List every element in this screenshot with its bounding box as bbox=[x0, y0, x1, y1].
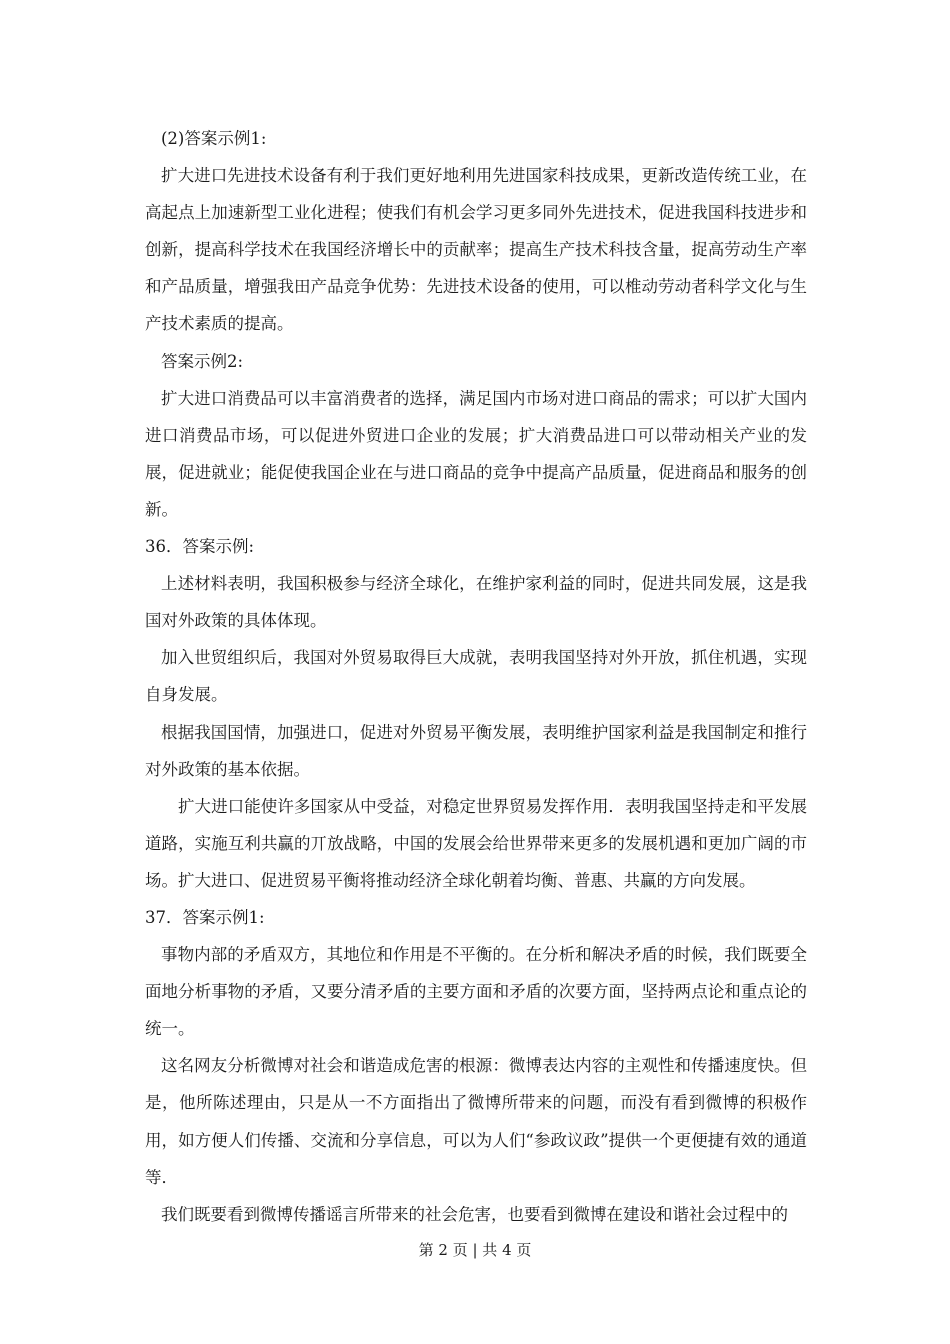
section-37-heading: 37．答案示例1: bbox=[145, 907, 265, 927]
section-36-paragraph: 加入世贸组织后，我国对外贸易取得巨大成就，表明我国坚持对外开放，抓住机遇，实现自身发展。 bbox=[145, 648, 807, 705]
section-37-paragraph: 我们既要看到微博传播谣言所带来的社会危害，也要看到微博在建设和谐社会过程中的 bbox=[161, 1204, 788, 1224]
section-36-paragraph: 上述材料表明，我国积极参与经济全球化，在维护家利益的同时，促进共同发展，这是我国对外政策的具体体现。 bbox=[145, 574, 807, 631]
section-36-paragraph: 扩大进口能使许多国家从中受益，对稳定世界贸易发挥作用．表明我国坚持走和平发展道路，实施互利共赢的丌放战略，中国的发展会给世界带来更多的发展机遇和更加广阔的市场。扩大进口、促进贸易平衡将推动经济全球化朝着均衡、普惠、共赢的方向发展。 bbox=[145, 796, 807, 890]
section-35-2-example1-text: 扩大进口先进技术设备有利于我们更好地利用先进国家科技成果，更新改造传统工业，在高起点上加速新型工业化进程；使我们有机会学习更多同外先进技术，促进我国科技进步和创新，提高科学技术在我国经济增长中的贡献率；提高生产技术科技含量，捉高劳动生产率和产品质量，增强我田产品竞争优势：先进技术设备的使用，可以椎动劳动者科学文化与生产技术素质的提高。 bbox=[145, 166, 807, 334]
page-footer bbox=[0, 1240, 950, 1260]
section-35-2-example2-text: 扩大进口消费品可以丰富消费者的选择，满足国内市场对进口商品的需求；可以扩大国内进口消费品市场，可以促进外贸进口企业的发展；扩大消费品进口可以带动相关产业的发展，促进就业；能促使我国企业在与进口商品的竞争中提高产品质量，促进商品和服务的创新。 bbox=[145, 388, 807, 519]
section-37-paragraph: 这名网友分析微博对社会和谐造成危害的根源：微博表达内容的主观性和传播速度快。但是，他所陈述理由，只是从一不方面指出了微博所带来的问题，而没有看到微博的积极作用，如方便人们传播、交流和分享信息，可以为人们“参政议政”提供一个更便捷有效的通道等． bbox=[145, 1056, 807, 1187]
section-37-paragraph: 事物内部的矛盾双方，其地位和作用是不平衡的。在分析和解决矛盾的时候，我们既要全面地分析事物的矛盾，又要分清矛盾的主要方面和矛盾的次要方面，坚持两点论和重点论的统一。 bbox=[145, 945, 807, 1039]
section-36-heading: 36．答案示例: bbox=[145, 537, 255, 557]
section-35-2-heading: (2)答案示例1: bbox=[161, 129, 267, 148]
page-number-label: 第 2 页 | 共 4 页 bbox=[418, 1241, 532, 1259]
section-35-2-example2-heading: 答案示例2: bbox=[161, 351, 244, 371]
section-36-paragraph: 根据我国国情，加强进口，促进对外贸易平衡发展，表明维护国家利益是我国制定和推行对外政策的基本依据。 bbox=[145, 722, 807, 779]
page-content bbox=[145, 120, 807, 1233]
